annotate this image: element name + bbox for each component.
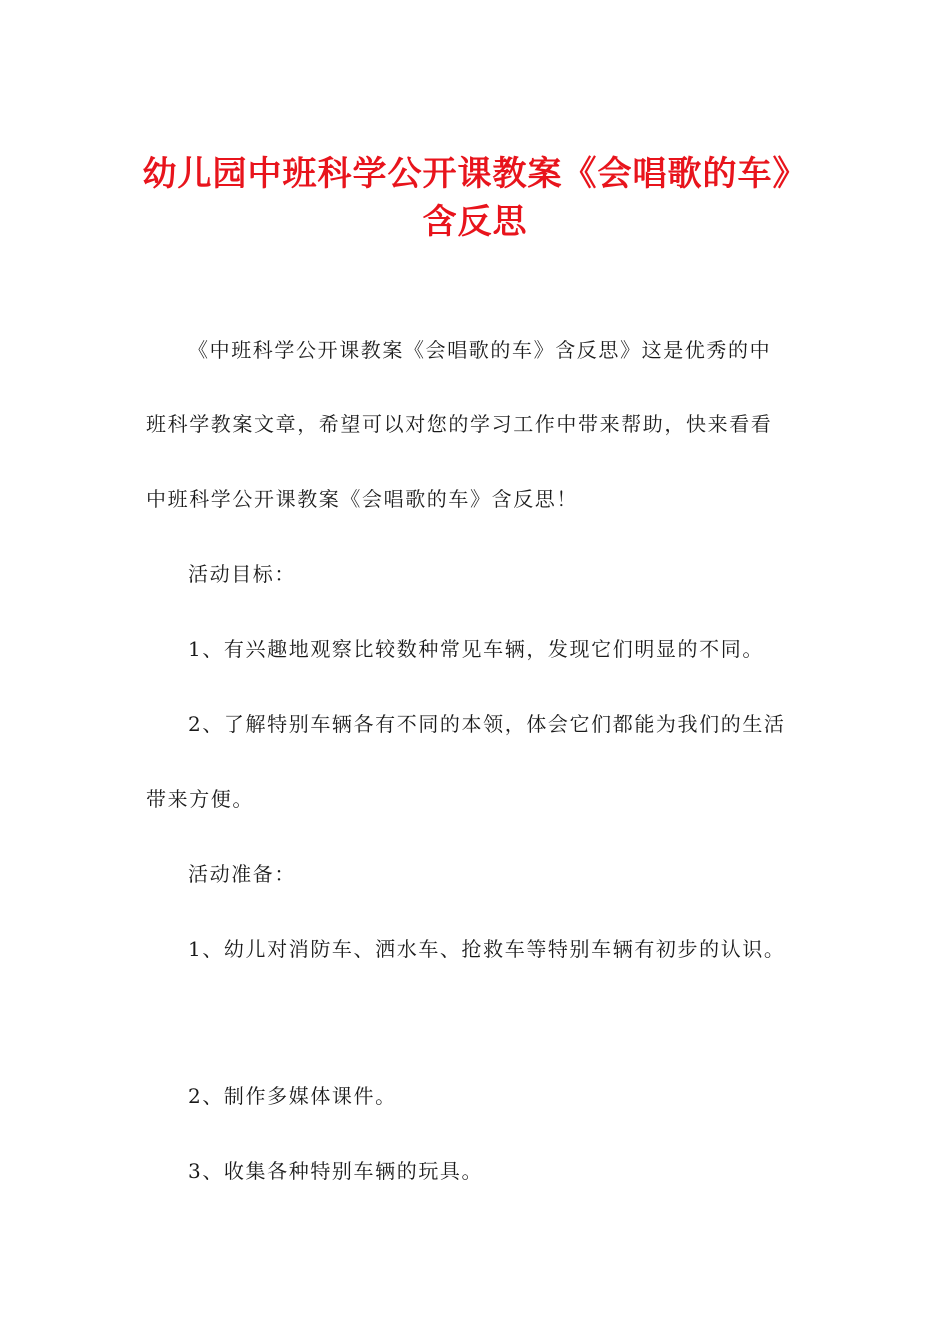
prep-item-3: 3、收集各种特别车辆的玩具。 bbox=[188, 1159, 484, 1183]
intro-line-3: 中班科学公开课教案《会唱歌的车》含反思！ bbox=[146, 487, 578, 511]
document-title-line-2: 含反思 bbox=[422, 202, 528, 242]
goal-item-2-line-1: 2、了解特别车辆各有不同的本领，体会它们都能为我们的生活 bbox=[188, 712, 786, 736]
prep-item-1: 1、幼儿对消防车、洒水车、抢救车等特别车辆有初步的认识。 bbox=[188, 937, 786, 961]
intro-line-1: 《中班科学公开课教案《会唱歌的车》含反思》这是优秀的中 bbox=[188, 338, 772, 362]
document-title-line-1: 幼儿园中班科学公开课教案《会唱歌的车》 bbox=[142, 154, 808, 194]
prep-heading: 活动准备： bbox=[188, 862, 296, 886]
goal-item-2-line-2: 带来方便。 bbox=[146, 787, 254, 811]
goal-item-1: 1、有兴趣地观察比较数种常见车辆，发现它们明显的不同。 bbox=[188, 637, 764, 661]
prep-item-2: 2、制作多媒体课件。 bbox=[188, 1084, 397, 1108]
intro-line-2: 班科学教案文章，希望可以对您的学习工作中带来帮助，快来看看 bbox=[146, 412, 773, 436]
goals-heading: 活动目标： bbox=[188, 562, 296, 586]
